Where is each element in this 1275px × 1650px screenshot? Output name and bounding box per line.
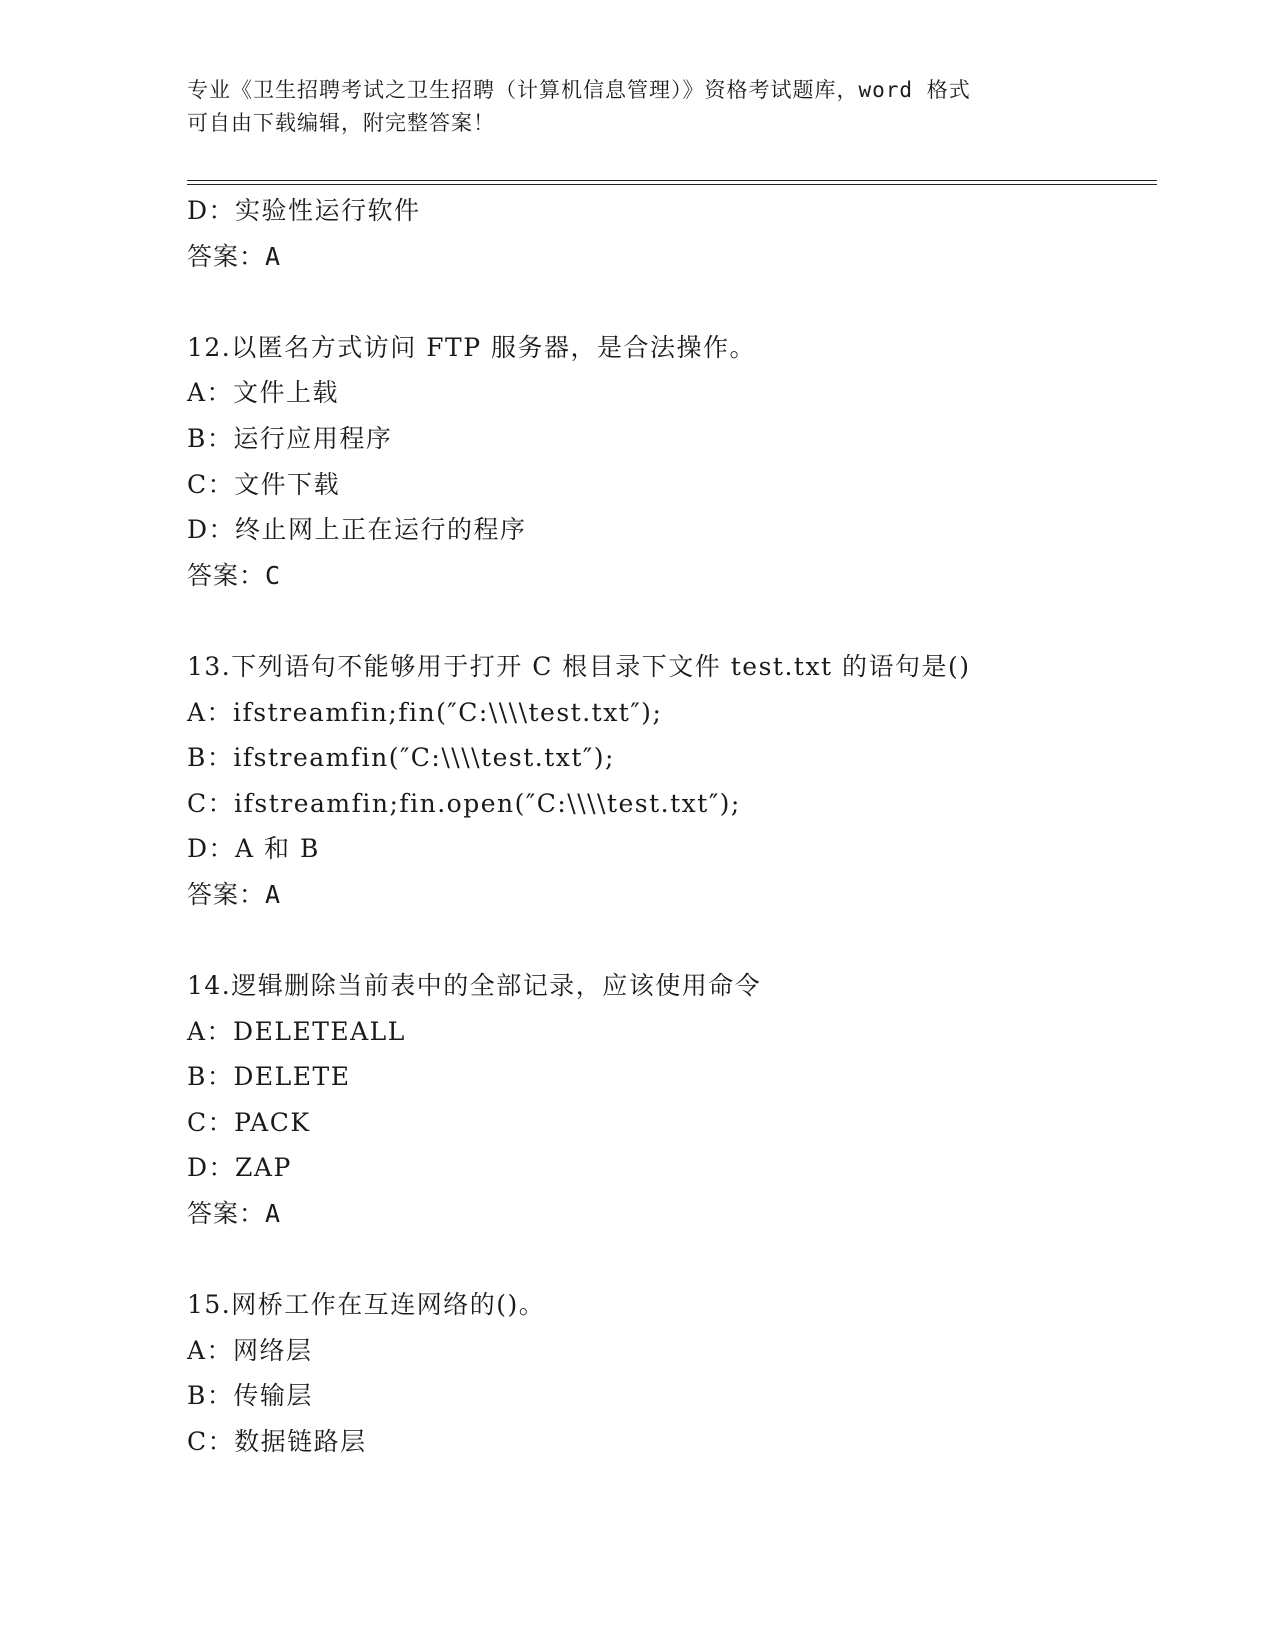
header-divider-bottom [187, 184, 1157, 185]
header-line-2: 可自由下载编辑，附完整答案！ [187, 111, 495, 135]
question-stem: 12.以匿名方式访问 FTP 服务器，是合法操作。 [187, 332, 756, 362]
option-a: A：网络层 [187, 1335, 313, 1365]
question-stem: 15.网桥工作在互连网络的()。 [187, 1290, 546, 1320]
option-c: C：ifstreamfin;fin.open(″C:\\\\test.txt″); [187, 788, 741, 818]
option-b: B：传输层 [187, 1381, 313, 1411]
option-c: C：数据链路层 [187, 1427, 367, 1457]
answer: 答案：A [187, 879, 282, 909]
answer: 答案：A [187, 1199, 282, 1229]
option-b: B：运行应用程序 [187, 423, 393, 453]
carry-over-option-d: D：实验性运行软件 [187, 196, 421, 225]
question-13 [187, 644, 1167, 918]
question-stem: 14.逻辑删除当前表中的全部记录，应该使用命令 [187, 971, 762, 1001]
document-body [187, 188, 1167, 1465]
question-14 [187, 963, 1167, 1237]
carry-over-answer: 答案：A [187, 241, 282, 271]
document-header [187, 74, 1087, 140]
header-line-1: 专业《卫生招聘考试之卫生招聘（计算机信息管理）》资格考试题库，word 格式 [187, 78, 971, 102]
answer: 答案：C [187, 560, 282, 590]
question-12 [187, 325, 1167, 599]
option-b: B：ifstreamfin(″C:\\\\test.txt″); [187, 743, 615, 773]
question-stem: 13.下列语句不能够用于打开 C 根目录下文件 test.txt 的语句是() [187, 651, 971, 681]
option-a: A：DELETEALL [187, 1016, 406, 1046]
option-d: D：ZAP [187, 1153, 292, 1183]
option-b: B：DELETE [187, 1062, 351, 1092]
option-d: D：终止网上正在运行的程序 [187, 515, 527, 545]
option-a: A：文件上载 [187, 378, 340, 408]
option-a: A：ifstreamfin;fin(″C:\\\\test.txt″); [187, 697, 663, 727]
header-divider-top [187, 180, 1157, 181]
option-c: C：文件下载 [187, 469, 341, 499]
option-c: C：PACK [187, 1107, 311, 1137]
question-15 [187, 1282, 1167, 1464]
option-d: D：A 和 B [187, 834, 320, 864]
